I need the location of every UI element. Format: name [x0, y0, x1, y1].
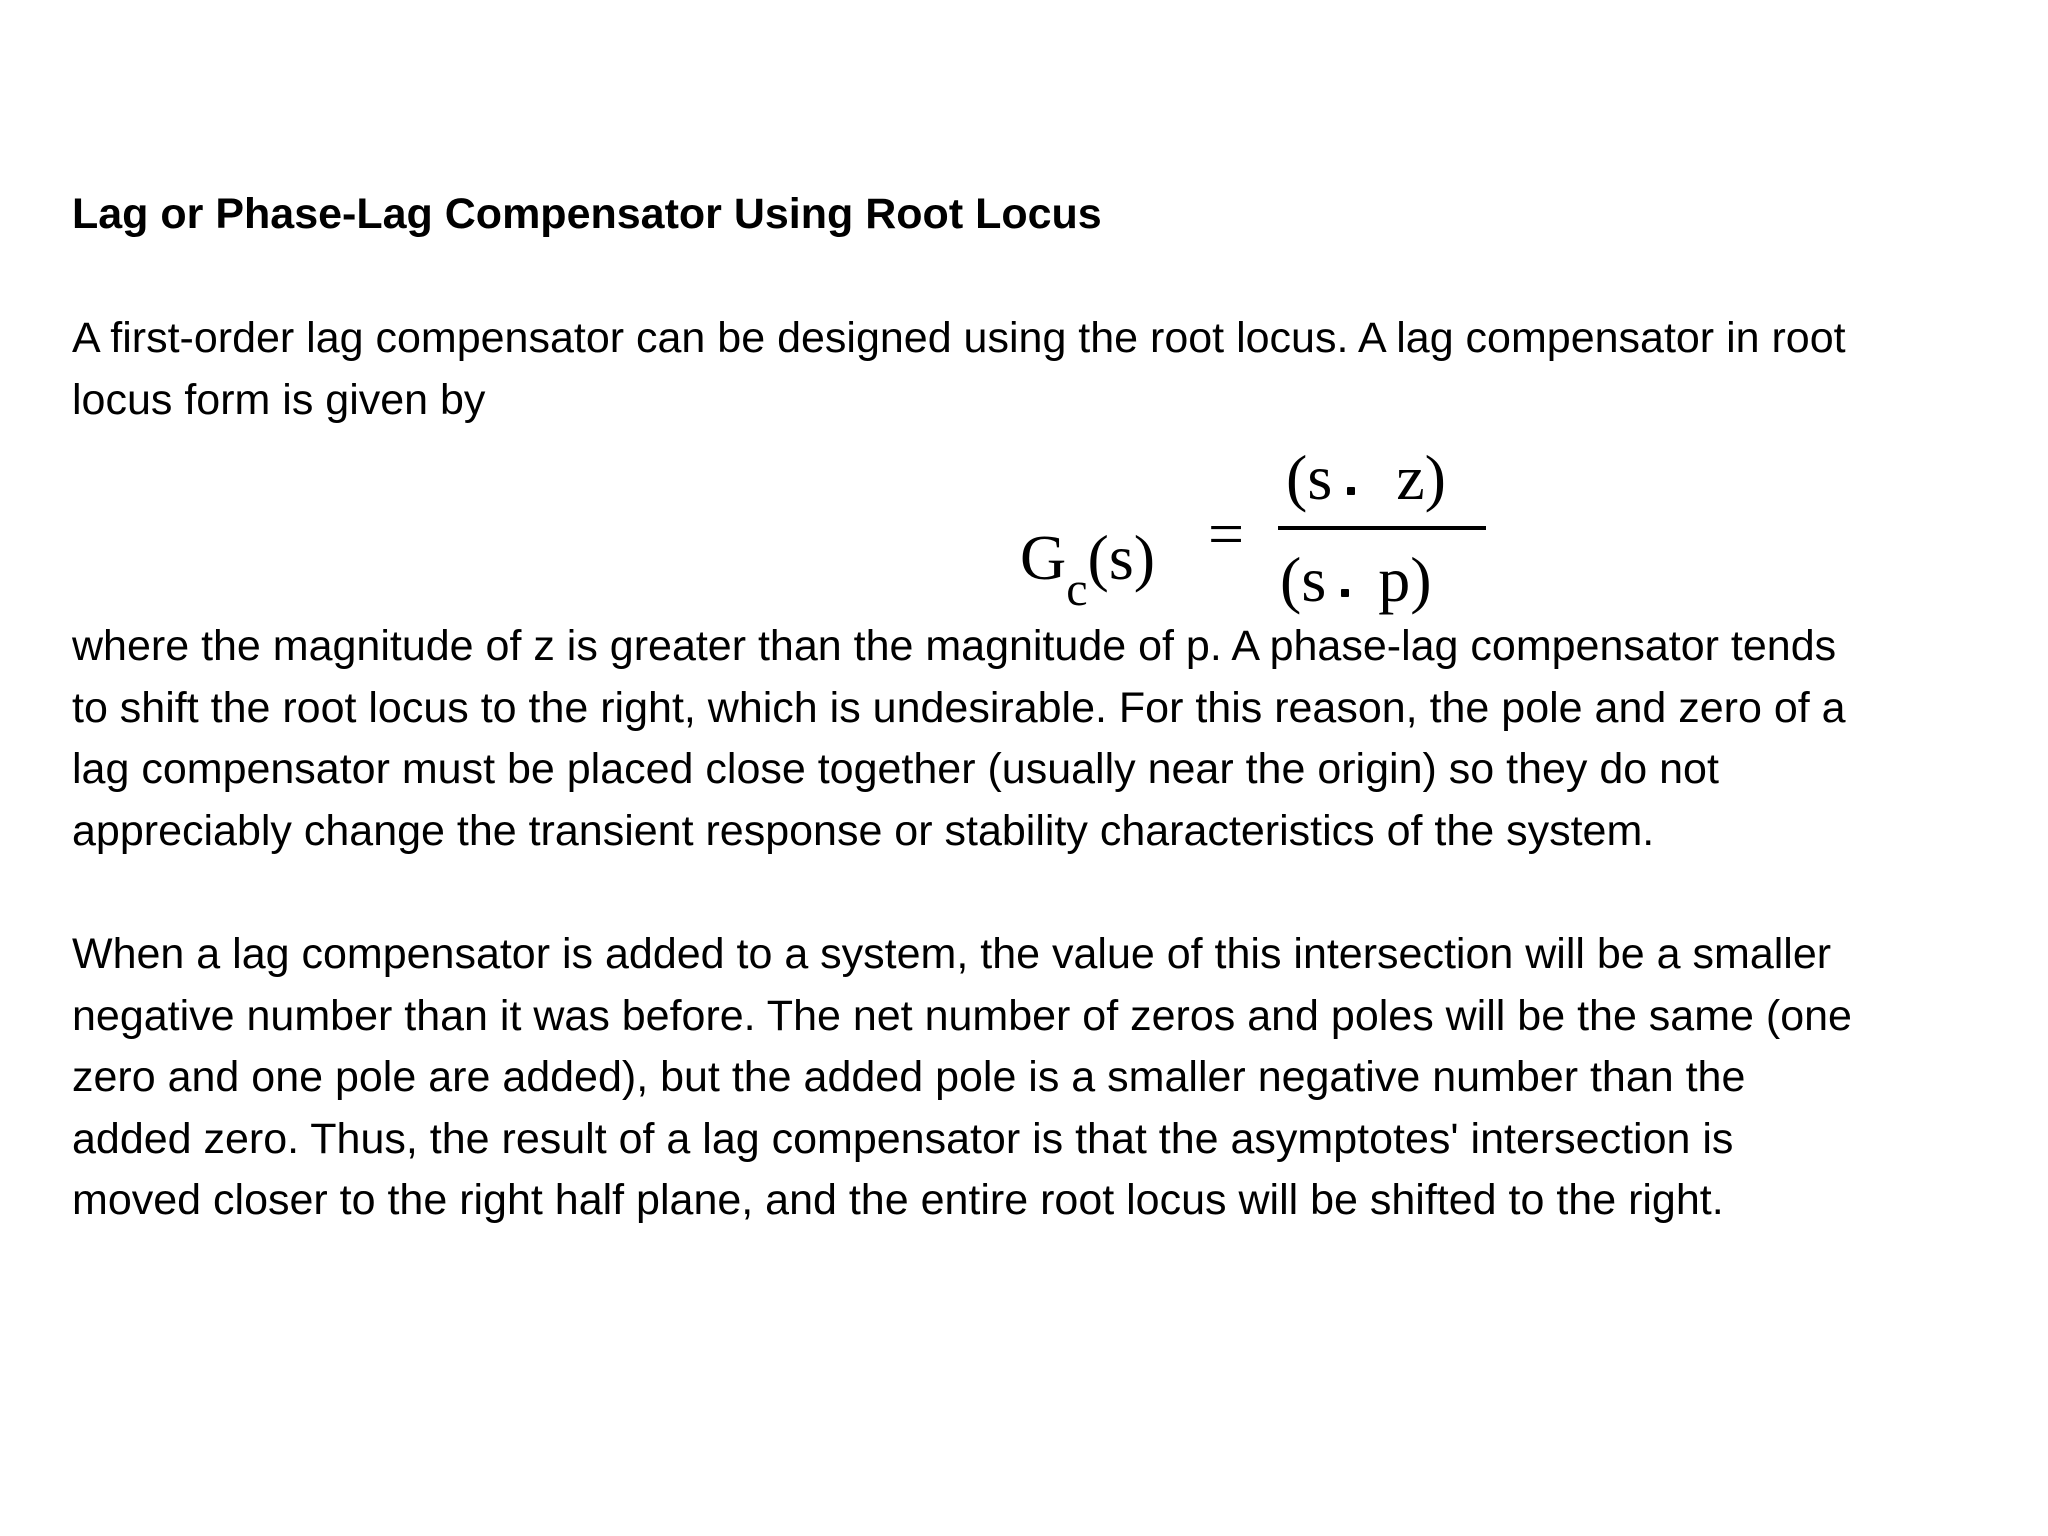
when-line: When a lag compensator is added to a system, the value of this intersection will be a smaller [72, 930, 1832, 978]
denominator-minus-glyph [1341, 589, 1349, 597]
equation-numerator [1286, 442, 1446, 513]
where-line: where the magnitude of z is greater than the magnitude of p. A phase-lag compensator tends [72, 622, 1837, 670]
intro-line: locus form is given by [72, 375, 486, 424]
equation-lhs-subscript: c [1066, 563, 1088, 616]
when-line: moved closer to the right half plane, and the entire root locus will be shifted to the right. [72, 1176, 1724, 1224]
where-line: lag compensator must be placed close together (usually near the origin) so they do not [72, 745, 1719, 793]
when-line: negative number than it was before. The net number of zeros and poles will be the same (one [72, 991, 1852, 1040]
where-line: appreciably change the transient response or stability characteristics of the system. [72, 806, 1655, 855]
intro-line: A first-order lag compensator can be designed using the root locus. A lag compensator in root [72, 314, 1846, 362]
numerator-minus-glyph [1347, 487, 1355, 495]
slide-title: Lag or Phase-Lag Compensator Using Root Locus [72, 190, 1102, 238]
denominator-term: p) [1378, 544, 1432, 615]
equation-denominator [1280, 544, 1432, 615]
where-line: to shift the root locus to the right, which is undesirable. For this reason, the pole and zero of a [72, 683, 1846, 732]
numerator-term: z) [1396, 442, 1446, 513]
denominator-open: (s [1280, 544, 1327, 615]
equation-lhs [1020, 522, 1156, 616]
when-paragraph [72, 924, 2032, 1232]
numerator-open: (s [1286, 442, 1333, 513]
where-paragraph [72, 616, 2032, 862]
equation-lhs-arg: (s) [1087, 522, 1156, 593]
when-line: added zero. Thus, the result of a lag compensator is that the asymptotes' intersection is [72, 1114, 1734, 1163]
when-line: zero and one pole are added), but the added pole is a smaller negative number than the [72, 1053, 1746, 1101]
equation-equals-sign: = [1208, 498, 1245, 569]
intro-paragraph [72, 308, 2032, 431]
fraction-bar [1278, 526, 1486, 530]
equation-lhs-base: G [1020, 522, 1067, 593]
